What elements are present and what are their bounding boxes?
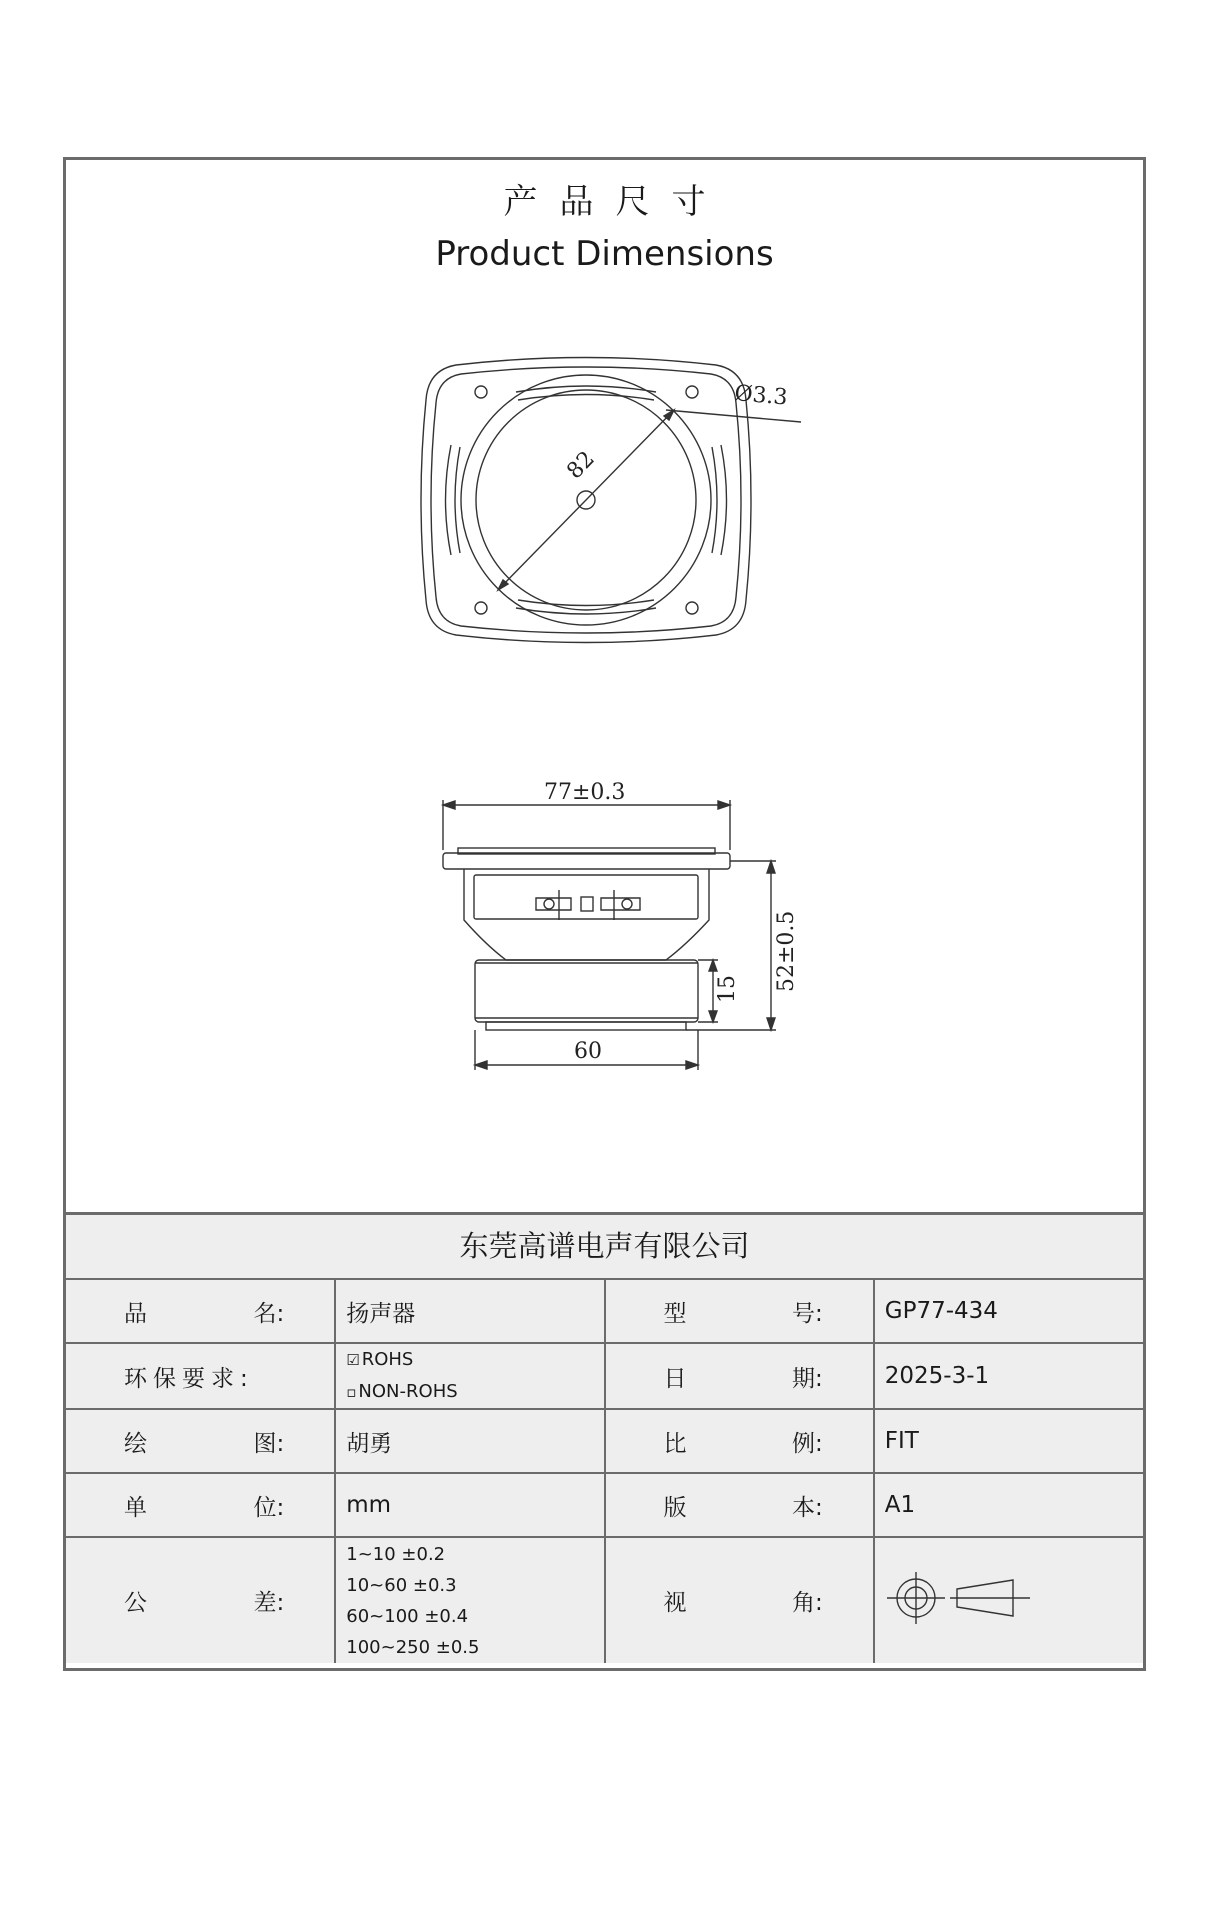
scale-value: FIT (874, 1409, 1143, 1473)
mount-hole (686, 602, 698, 614)
magnet-width-label: 60 (574, 1039, 602, 1064)
tolerance-line: 60~100 ±0.4 (346, 1605, 469, 1627)
mount-hole (475, 386, 487, 398)
height-label: 52±0.5 (774, 910, 799, 992)
mount-hole (475, 602, 487, 614)
drawn-by-value: 胡勇 (335, 1409, 604, 1473)
title-english: Product Dimensions (435, 234, 774, 274)
title-block (66, 1212, 1143, 1663)
table-row (66, 1280, 1143, 1343)
third-angle-projection-icon (885, 1568, 1035, 1628)
unchecked-box-icon: ▫ (346, 1383, 357, 1401)
label-cell: 环保要求: (66, 1343, 335, 1409)
table-row (66, 1343, 1143, 1409)
label-cell: 日 期: (605, 1343, 874, 1409)
slot-bottom (516, 608, 656, 614)
front-view (66, 160, 1149, 1212)
mount-hole (686, 386, 698, 398)
table-row (66, 1537, 1143, 1663)
slot-right (721, 445, 727, 555)
table-row (66, 1409, 1143, 1473)
drawing-sheet (63, 157, 1146, 1671)
diameter-label: 82 (562, 446, 600, 485)
label-cell: 型 号: (605, 1280, 874, 1343)
side-view (443, 800, 776, 1070)
label-cell: 比 例: (605, 1409, 874, 1473)
tolerance-line: 10~60 ±0.3 (346, 1574, 457, 1596)
rohs-options (335, 1343, 604, 1409)
hole-label: Ø3.3 (733, 381, 789, 411)
label-cell: 单 位: (66, 1473, 335, 1537)
tolerance-line: 1~10 ±0.2 (346, 1543, 446, 1565)
slot-left (446, 445, 452, 555)
product-name-value: 扬声器 (335, 1280, 604, 1343)
tolerance-line: 100~250 ±0.5 (346, 1636, 480, 1658)
width-label: 77±0.3 (544, 780, 626, 805)
checked-box-icon: ☑ (346, 1351, 360, 1369)
projection-cell (874, 1537, 1143, 1663)
version-value: A1 (874, 1473, 1143, 1537)
non-rohs-option[interactable]: ▫ NON-ROHS (346, 1376, 593, 1408)
rohs-option[interactable]: ☑ ROHS (346, 1344, 593, 1376)
info-table (66, 1280, 1143, 1663)
unit-value: mm (335, 1473, 604, 1537)
magnet-height-label: 15 (715, 975, 740, 1003)
label-cell: 版 本: (605, 1473, 874, 1537)
slot-top (516, 386, 656, 392)
model-value: GP77-434 (874, 1280, 1143, 1343)
table-row (66, 1473, 1143, 1537)
label-cell: 品 名: (66, 1280, 335, 1343)
label-cell: 公 差: (66, 1537, 335, 1663)
tolerance-values (335, 1537, 604, 1663)
company-name: 东莞高谱电声有限公司 (66, 1215, 1143, 1280)
drawing-area (66, 160, 1143, 1212)
title-chinese: 产品尺寸 (503, 182, 728, 222)
label-cell: 绘 图: (66, 1409, 335, 1473)
label-cell: 视 角: (605, 1537, 874, 1663)
date-value: 2025-3-1 (874, 1343, 1143, 1409)
